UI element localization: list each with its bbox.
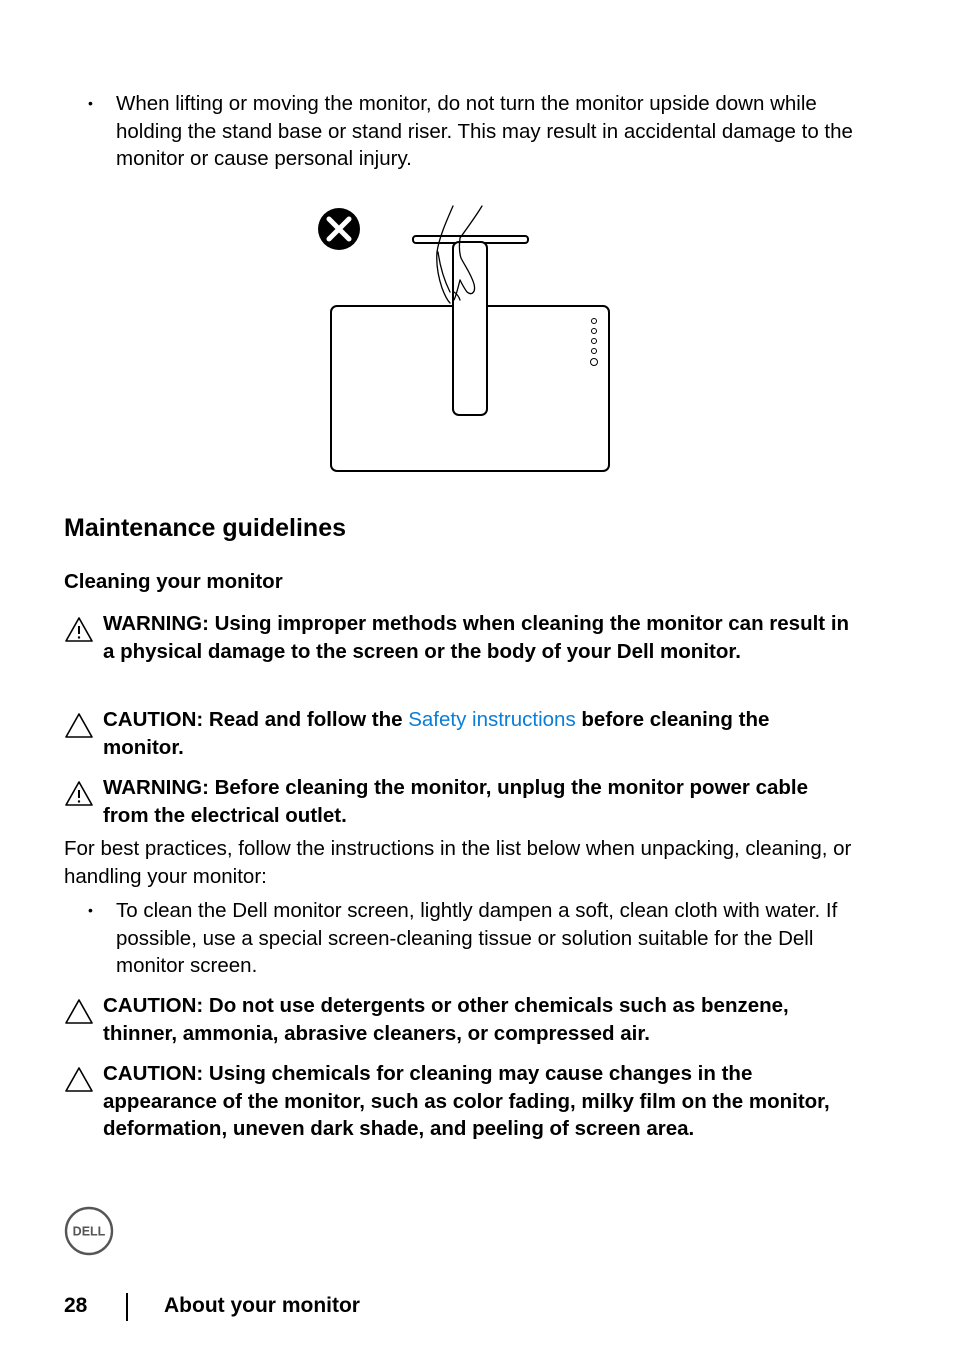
notice-text	[103, 706, 854, 761]
section-title: Maintenance guidelines	[64, 514, 347, 542]
warning-triangle-icon	[64, 780, 94, 807]
caution-triangle-icon	[64, 998, 94, 1025]
caution-triangle-icon	[64, 712, 94, 739]
warning-notice	[64, 610, 854, 665]
section-subtitle: Cleaning your monitor	[64, 570, 283, 593]
bullet-dot: •	[88, 902, 93, 918]
safety-instructions-link[interactable]: Safety instructions	[408, 708, 576, 731]
footer-divider	[126, 1293, 128, 1321]
caution-notice	[64, 1060, 854, 1143]
warning-triangle-icon	[64, 616, 94, 643]
footer-title: About your monitor	[164, 1294, 360, 1317]
caution-notice	[64, 992, 854, 1047]
notice-text: WARNING: Before cleaning the monitor, unplug the monitor power cable from the electrical outlet.	[103, 776, 809, 827]
monitor-lifting-illustration	[310, 200, 620, 478]
notice-prefix: CAUTION: Read and follow the	[103, 708, 409, 731]
bullet-text: To clean the Dell monitor screen, lightly dampen a soft, clean cloth with water. If possible, use a special screen-cleaning tissue or solution suitable for the Dell monitor screen.	[116, 899, 838, 977]
bullet-text: When lifting or moving the monitor, do not turn the monitor upside down while holding the stand base or stand riser. This may result in accidental damage to the monitor or cause personal injury.	[116, 92, 853, 170]
notice-suffix: before cleaning the monitor.	[103, 708, 770, 759]
bullet-dot: •	[88, 95, 93, 111]
list-item	[88, 90, 868, 173]
caution-triangle-icon	[64, 1066, 94, 1093]
dell-logo-icon	[64, 1206, 114, 1256]
warning-notice	[64, 774, 854, 829]
list-item	[88, 897, 868, 980]
logo-text: DELL	[72, 1224, 106, 1239]
page-number: 28	[64, 1294, 88, 1317]
caution-notice	[64, 706, 854, 761]
x-circle-icon	[318, 208, 360, 250]
body-paragraph: For best practices, follow the instructions in the list below when unpacking, cleaning, or handling your monitor:	[64, 837, 852, 888]
notice-text: CAUTION: Do not use detergents or other chemicals such as benzene, thinner, ammonia, abrasive cleaners, or compressed air.	[103, 994, 789, 1045]
notice-text: WARNING: Using improper methods when cleaning the monitor can result in a physical damage to the screen or the body of your Dell monitor.	[103, 612, 850, 663]
notice-text: CAUTION: Using chemicals for cleaning may cause changes in the appearance of the monitor, such as color fading, milky film on the monitor, deformation, uneven dark shade, and peeling of screen area.	[103, 1062, 830, 1140]
